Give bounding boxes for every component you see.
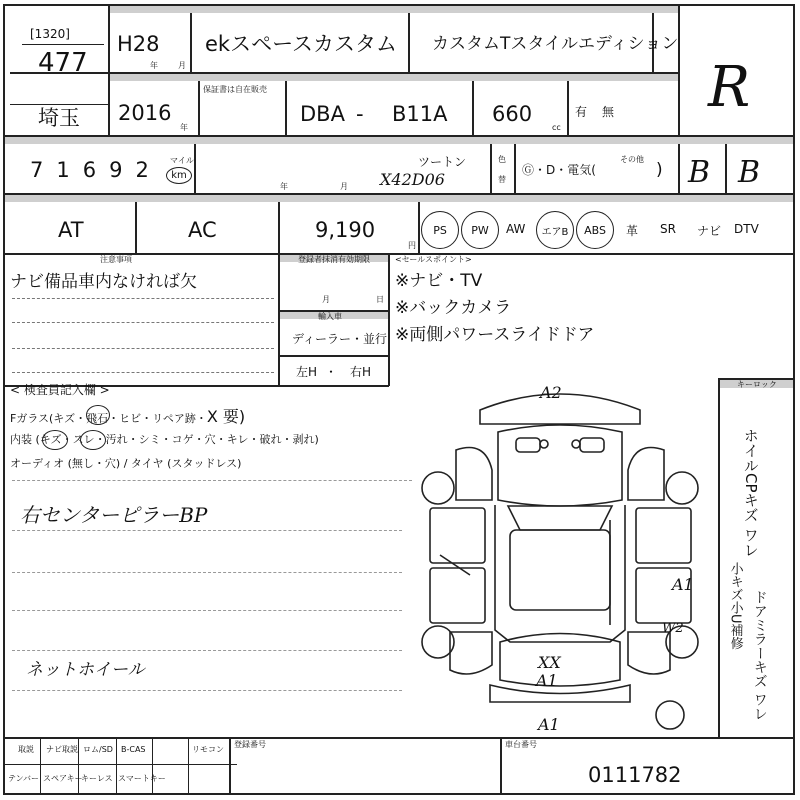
model-dash: - — [356, 102, 364, 126]
aircon: AC — [188, 218, 217, 242]
mark-rear-a1: A1 — [536, 671, 558, 690]
prefecture: 埼玉 — [38, 106, 80, 130]
glass-line: Fガラス(キズ・飛石・ヒビ・リペア跡・X 要) — [10, 407, 246, 426]
sales-point-3: ※両側パワースライドドア — [395, 325, 595, 345]
equip-aw: AW — [506, 222, 526, 236]
chassis-label: 車台番号 — [505, 740, 537, 749]
other-label: その他 — [620, 155, 644, 164]
footer-rom-sd: ロム/SD — [83, 745, 113, 754]
footer-remote: リモコン — [192, 745, 224, 754]
footer-keyless: キーレス — [81, 774, 113, 783]
shaken-header: 登録者抹消有効期限 — [298, 255, 370, 264]
year-small: 年 — [180, 123, 188, 132]
registration-label: 登録番号 — [234, 740, 266, 749]
warranty-no: 無 — [602, 105, 615, 119]
displacement: 660 — [492, 102, 533, 126]
footer-navi-manual: ナビ取説 — [46, 745, 78, 754]
first-registration-year: 2016 — [118, 101, 172, 125]
auction-rating: R — [708, 55, 751, 120]
grade: カスタムTスタイルエディション — [432, 34, 679, 54]
navi-note: ナビ備品車内なければ欠 — [10, 272, 197, 292]
right-hand: 右H — [350, 365, 372, 379]
recycle-fee: 9,190 — [315, 218, 376, 242]
lot-bracket: [1320] — [30, 27, 70, 41]
era-year: H28 — [117, 32, 160, 56]
yen-unit: 円 — [408, 241, 416, 250]
mileage-unit-top: マイル — [170, 156, 194, 165]
model-name: ekスペースカスタム — [205, 32, 398, 56]
glass-stone-circle — [86, 405, 110, 425]
year-unit: 年 — [150, 61, 158, 70]
mark-front-top: A2 — [540, 383, 562, 402]
hand-note-2: ネットホイール — [26, 660, 145, 680]
vertical-note-3: 小キズ小U補修 — [727, 562, 743, 650]
equip-pw: PW — [461, 211, 499, 249]
equip-sr: SR — [660, 222, 676, 236]
mark-rear-xx: XX — [538, 653, 561, 672]
shaken-year: 年 — [280, 182, 288, 191]
mileage: 71692 — [30, 158, 162, 182]
equip-airbag: エアB — [536, 211, 574, 249]
small-note: 保証書は自在販売 — [203, 85, 267, 94]
interior-scratch-circle — [42, 430, 68, 450]
equip-leather: 革 — [626, 224, 639, 238]
vertical-note-2: ドアミラーキズ ワレ — [751, 590, 768, 721]
sales-point-2: ※バックカメラ — [395, 298, 512, 318]
shaken-month: 月 — [340, 182, 348, 191]
equip-abs: ABS — [576, 211, 614, 249]
warranty-yes: 有 — [575, 105, 588, 119]
mileage-unit: km — [166, 167, 192, 184]
lot-number: 477 — [38, 48, 88, 78]
mark-bottom: A1 — [538, 715, 560, 734]
equip-dtv: DTV — [734, 222, 759, 236]
hand-note-1: 右センターピラーBP — [20, 503, 208, 527]
footer-smart-key: スマートキー — [118, 774, 166, 783]
inspector-header: < 検査員記入欄 > — [10, 383, 110, 397]
audio-line: オーディオ (無し・穴) / タイヤ (スタッドレス) — [10, 457, 242, 470]
paren-close: ) — [656, 160, 663, 180]
equip-ps: PS — [421, 211, 459, 249]
hand-dot: ・ — [325, 365, 338, 379]
sales-points-header: <セールスポイント> — [395, 255, 472, 264]
chassis-number: 0111782 — [588, 763, 682, 787]
interior-grade: B — [688, 155, 711, 190]
key-lock-label: キーロック — [737, 380, 777, 389]
vertical-note-1: ホイルCPキズ ワレ — [741, 428, 760, 558]
cc-unit: cc — [552, 123, 561, 132]
notes-month: 月 — [322, 295, 330, 304]
color-text: ツートン — [418, 155, 467, 169]
notes-header: 注意事項 — [100, 255, 132, 264]
mark-right-mid: A1 — [672, 575, 694, 594]
power-options: Ⓖ・D・電気( — [522, 163, 596, 177]
footer-bcas: B-CAS — [121, 745, 146, 754]
model-code: B11A — [392, 102, 448, 126]
color-label-bottom: 替 — [498, 175, 506, 184]
interior-line: 内装 (キズ・スレ・汚れ・シミ・コゲ・穴・キレ・破れ・剥れ) — [10, 433, 319, 446]
model-prefix: DBA — [300, 102, 345, 126]
month-unit: 月 — [178, 61, 186, 70]
import-header: 輸入車 — [318, 312, 342, 321]
footer-spare-key: スペアキー — [43, 774, 83, 783]
sales-point-1: ※ナビ・TV — [395, 271, 483, 291]
exterior-grade: B — [738, 155, 761, 190]
notes-day: 日 — [376, 295, 384, 304]
interior-dirt-circle — [80, 430, 106, 450]
dealer-label: ディーラー・並行 — [292, 332, 388, 346]
color-code: X42D06 — [380, 170, 445, 189]
footer-number: テンバー — [8, 774, 40, 783]
mark-right-lower: W2 — [662, 621, 684, 636]
transmission: AT — [58, 218, 84, 242]
color-label-top: 色 — [498, 155, 506, 164]
footer-manual: 取説 — [18, 745, 34, 754]
equip-navi: ナビ — [697, 224, 722, 238]
car-damage-diagram — [400, 380, 720, 735]
left-hand: 左H — [296, 365, 318, 379]
